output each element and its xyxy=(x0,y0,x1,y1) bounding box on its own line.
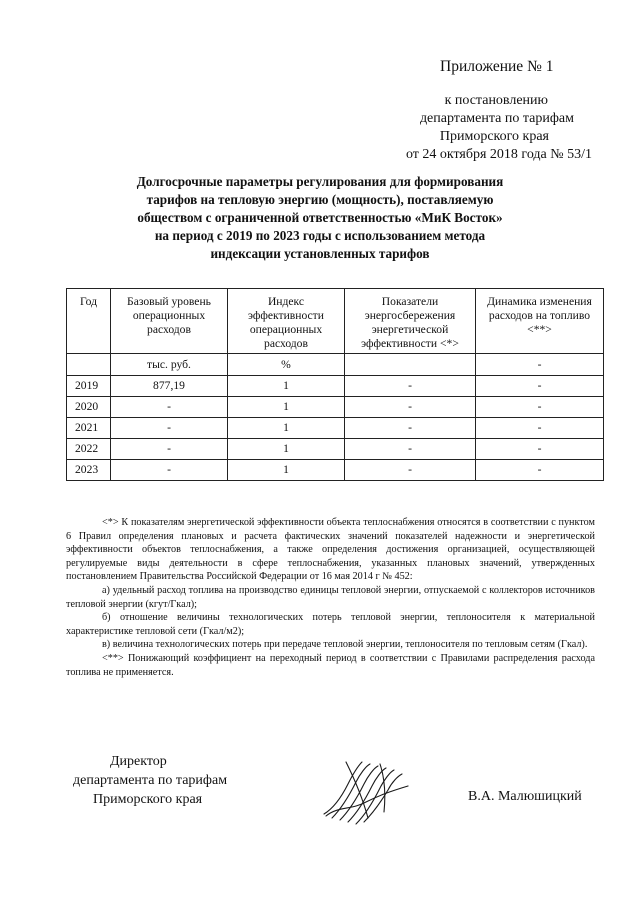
table-row xyxy=(67,418,604,439)
handwritten-signature xyxy=(322,756,410,826)
table-cell: - xyxy=(345,376,476,397)
table-cell-year: 2020 xyxy=(67,397,111,418)
table-cell: - xyxy=(345,460,476,481)
table-row xyxy=(67,460,604,481)
signatory-position: Приморского края xyxy=(93,792,203,807)
table-row xyxy=(67,376,604,397)
appendix-title: Приложение № 1 xyxy=(440,58,554,75)
table-cell: 1 xyxy=(228,397,345,418)
footnote-paragraph: а) удельный расход топлива на производство единицы тепловой энергии, отпускаемой с коллекторов источников тепловой энергии (кгут/Гкал); xyxy=(66,584,595,610)
table-cell: - xyxy=(476,439,604,460)
header-year: Год xyxy=(67,289,111,354)
table-cell-year: 2022 xyxy=(67,439,111,460)
table-cell: - xyxy=(476,397,604,418)
table-cell: - xyxy=(111,397,228,418)
table-cell: 877,19 xyxy=(111,376,228,397)
table-cell: 1 xyxy=(228,418,345,439)
table-cell: 1 xyxy=(228,460,345,481)
table-cell: тыс. руб. xyxy=(111,354,228,376)
table-cell: - xyxy=(345,439,476,460)
table-row xyxy=(67,397,604,418)
table-cell-year: 2019 xyxy=(67,376,111,397)
title-line: обществом с ограниченной ответственностью «МиК Восток» xyxy=(137,210,503,225)
table-cell: - xyxy=(476,354,604,376)
table-cell xyxy=(67,354,111,376)
header-energy-saving: Показатели энергосбережения энергетической эффективности <*> xyxy=(345,289,476,354)
table-cell: 1 xyxy=(228,376,345,397)
document-title xyxy=(60,173,580,263)
table-cell: - xyxy=(111,439,228,460)
signatory-position: Директор xyxy=(110,754,167,769)
table-cell: - xyxy=(476,418,604,439)
footnote-paragraph: в) величина технологических потерь при передаче тепловой энергии, теплоносителя по тепловым сетям (Гкал). xyxy=(102,639,588,651)
header-efficiency-index: Индекс эффективности операционных расходов xyxy=(228,289,345,354)
table-cell: - xyxy=(476,460,604,481)
table-cell: - xyxy=(111,460,228,481)
appendix-line: департамента по тарифам xyxy=(419,111,574,126)
table-cell-year: 2021 xyxy=(67,418,111,439)
appendix-decree-date: от 24 октября 2018 года № 53/1 xyxy=(405,147,592,162)
table-cell: - xyxy=(111,418,228,439)
table-cell: - xyxy=(345,418,476,439)
table-units-row xyxy=(67,354,604,376)
table-row xyxy=(67,439,604,460)
footnote-paragraph: <*> К показателям энергетической эффективности объекта теплоснабжения относятся в соответствии с пунктом 6 Правил определения плановых и расчета фактических значений показателей надежности и энергетической эффективности объектов теплоснабжения, а также определения достижения организацией, осуществляющей регулируемые виды деятельности в сфере теплоснабжения, указанных плановых значений, утвержденных постановлением Правительства Российской Федерации от 16 мая 2014 г № 452: xyxy=(66,517,595,583)
signatory-name: В.А. Малюшицкий xyxy=(468,789,582,804)
signatory-position: департамента по тарифам xyxy=(73,773,228,788)
parameters-table xyxy=(66,288,604,481)
table-cell-year: 2023 xyxy=(67,460,111,481)
appendix-line: к постановлению xyxy=(444,93,548,108)
header-fuel-dynamics: Динамика изменения расходов на топливо <**> xyxy=(476,289,604,354)
appendix-line: Приморского края xyxy=(439,129,549,144)
table-cell xyxy=(345,354,476,376)
table-cell: - xyxy=(476,376,604,397)
table-cell: % xyxy=(228,354,345,376)
table-header-row xyxy=(67,289,604,354)
header-base-opex: Базовый уровень операционных расходов xyxy=(111,289,228,354)
title-line: индексации установленных тарифов xyxy=(210,246,430,261)
title-line: на период с 2019 по 2023 годы с использованием метода xyxy=(154,228,486,243)
footnotes xyxy=(66,516,595,679)
table-cell: 1 xyxy=(228,439,345,460)
footnote-paragraph: б) отношение величины технологических потерь тепловой энергии, теплоносителя к материальной характеристике тепловой сети (Гкал/м2); xyxy=(66,612,595,637)
title-line: тарифов на тепловую энергию (мощность), поставляемую xyxy=(146,192,494,207)
title-line: Долгосрочные параметры регулирования для формирования xyxy=(136,174,504,189)
footnote-paragraph: <**> Понижающий коэффициент на переходный период в соответствии с Правилами распределения расхода топлива не применяется. xyxy=(66,652,595,678)
table-cell: - xyxy=(345,397,476,418)
